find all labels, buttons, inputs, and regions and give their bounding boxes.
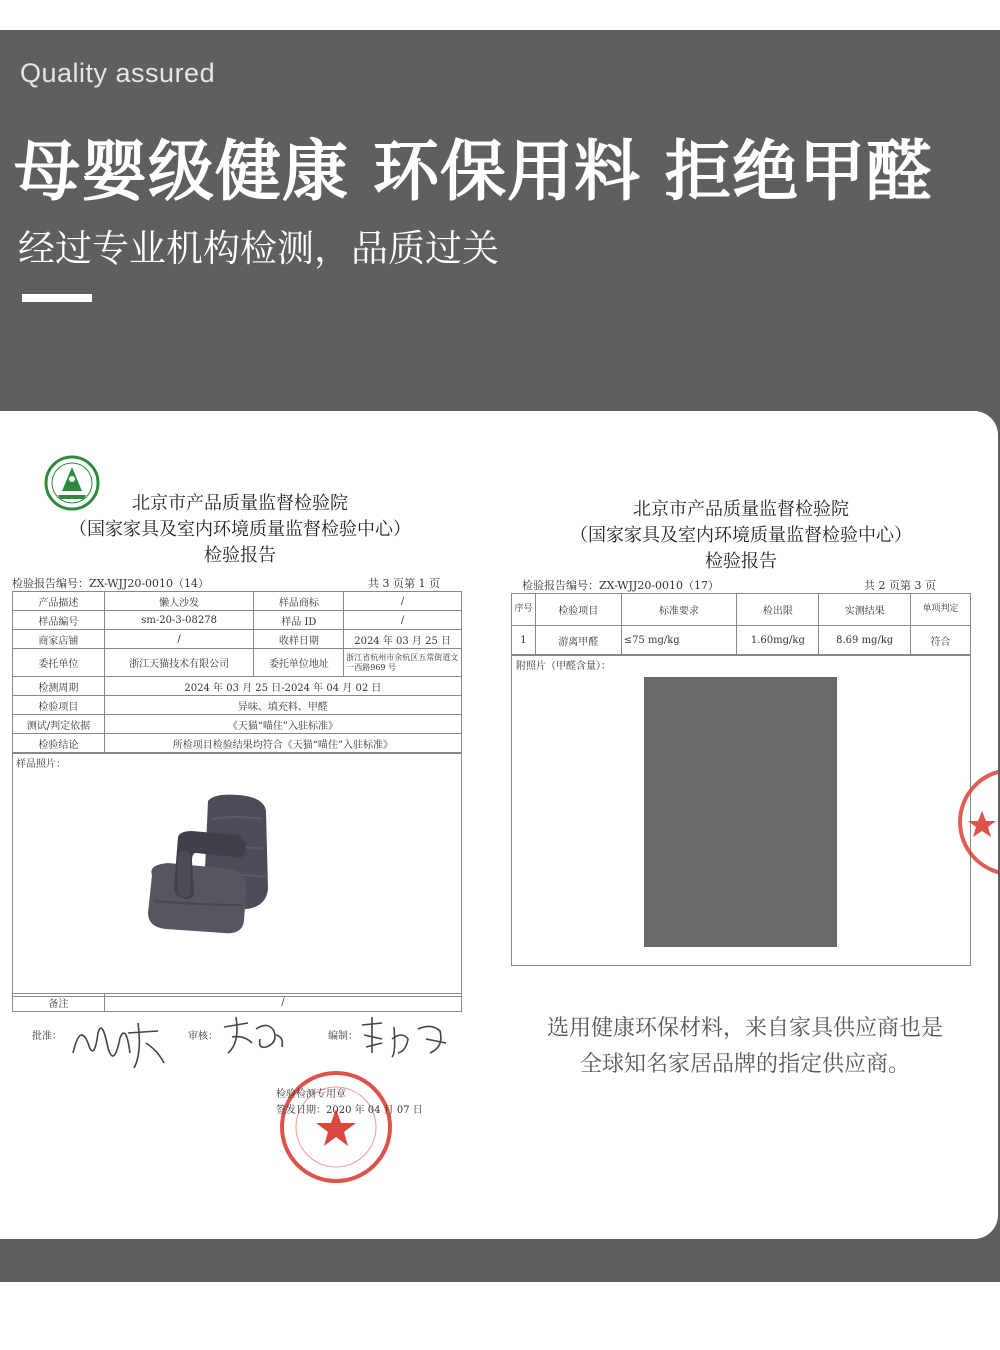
- cell-label: 样品 ID: [254, 611, 344, 630]
- page-headline: 母婴级健康 环保用料 拒绝甲醛: [14, 133, 933, 210]
- cell-value: /: [104, 630, 254, 649]
- report-2-page-info: 共 2 页第 3 页: [864, 579, 936, 592]
- compile-signature-icon: [356, 1013, 452, 1063]
- header-cell: 序号: [512, 594, 536, 626]
- cell-label: 检验项目: [13, 696, 105, 715]
- result-cell: 1: [512, 626, 536, 656]
- caption-line-2: 全球知名家居品牌的指定供应商。: [579, 1052, 910, 1077]
- sample-photo-label: 样品照片：: [16, 759, 66, 770]
- caption-line-1: 选用健康环保材料，来自家具供应商也是: [546, 1016, 943, 1041]
- remark-value: /: [104, 994, 461, 1012]
- header-cell: 单项判定: [911, 594, 971, 626]
- cell-value: 浙江省杭州市余杭区五常街道文一西路969 号: [344, 649, 462, 677]
- compile-label: 编制：: [328, 1031, 358, 1042]
- attach-photo-label: 附照片（甲醛含量）：: [516, 661, 611, 672]
- cell-label: 收样日期: [254, 630, 344, 649]
- cell-value: 懒人沙发: [104, 592, 254, 611]
- supplier-caption: [515, 1011, 975, 1083]
- kicker-text: Quality assured: [20, 58, 216, 88]
- header-cell: 标准要求: [621, 594, 737, 626]
- report-2-title-line1: 北京市产品质量监督检验院: [633, 499, 849, 520]
- report-1-number: 检验报告编号：ZX-WJJ20-0010（14）: [12, 577, 210, 590]
- report-1-title-line3: 检验报告: [204, 545, 276, 566]
- result-cell: 1.60mg/kg: [737, 626, 819, 656]
- report-page-2: [500, 411, 998, 971]
- report-2-title: [510, 497, 972, 575]
- report-1-title-line2: （国家家具及室内环境质量监督检验中心）: [69, 519, 411, 540]
- review-label: 审核：: [188, 1031, 218, 1042]
- report-1-remark-table: [12, 993, 462, 1012]
- result-cell: 符合: [911, 626, 971, 656]
- report-1-info-table: [12, 591, 462, 753]
- cell-label: 检测周期: [13, 677, 105, 696]
- remark-label: 备注: [13, 994, 105, 1012]
- cell-label: 测试/判定依据: [13, 715, 105, 734]
- report-1-title-line1: 北京市产品质量监督检验院: [132, 493, 348, 514]
- formaldehyde-photo: [644, 677, 837, 947]
- cell-value: 2024 年 03 月 25 日-2024 年 04 月 02 日: [104, 677, 461, 696]
- cell-value: 所检项目检验结果均符合《天猫“喵住”入驻标准》: [104, 734, 461, 753]
- seal-text-1: 检验检测专用章: [276, 1089, 346, 1100]
- cell-value: sm-20-3-08278: [104, 611, 254, 630]
- cell-label: 检验结论: [13, 734, 105, 753]
- cell-label: 委托单位: [13, 649, 105, 677]
- report-2-result-table: [511, 593, 971, 656]
- header-cell: 检验项目: [535, 594, 621, 626]
- cell-value: 2024 年 03 月 25 日: [344, 630, 462, 649]
- certificate-card: [0, 411, 998, 1239]
- cell-label: 样品编号: [13, 611, 105, 630]
- page-subline: 经过专业机构检测，品质过关: [18, 227, 499, 270]
- seal-text-2: 签发日期：2020 年 04 月 07 日: [276, 1105, 423, 1116]
- approve-signature-icon: [68, 1013, 168, 1073]
- cell-value: 异味、填充料、甲醛: [104, 696, 461, 715]
- report-1-page-info: 共 3 页第 1 页: [368, 577, 440, 590]
- partial-seal-icon: [956, 767, 998, 877]
- result-cell: ≤75 mg/kg: [621, 626, 737, 656]
- report-2-title-line3: 检验报告: [705, 551, 777, 572]
- report-page-1: [0, 411, 480, 1239]
- header-cell: 实测结果: [819, 594, 911, 626]
- result-cell: 8.69 mg/kg: [819, 626, 911, 656]
- cell-value: 浙江天猫技术有限公司: [104, 649, 254, 677]
- cell-value: /: [344, 592, 462, 611]
- cell-label: 样品商标: [254, 592, 344, 611]
- result-cell: 游离甲醛: [535, 626, 621, 656]
- header-cell: 检出限: [737, 594, 819, 626]
- report-2-title-line2: （国家家具及室内环境质量监督检验中心）: [570, 525, 912, 546]
- accent-bar: [22, 294, 92, 302]
- report-1-title: [0, 491, 480, 569]
- sofa-photo-icon: [138, 789, 278, 939]
- review-signature-icon: [218, 1013, 288, 1059]
- cell-label: 产品描述: [13, 592, 105, 611]
- cell-value: /: [344, 611, 462, 630]
- cell-value: 《天猫“喵住”入驻标准》: [104, 715, 461, 734]
- cell-label: 委托单位地址: [254, 649, 344, 677]
- approve-label: 批准：: [32, 1031, 62, 1042]
- report-2-number: 检验报告编号：ZX-WJJ20-0010（17）: [522, 579, 720, 592]
- cell-label: 商家店铺: [13, 630, 105, 649]
